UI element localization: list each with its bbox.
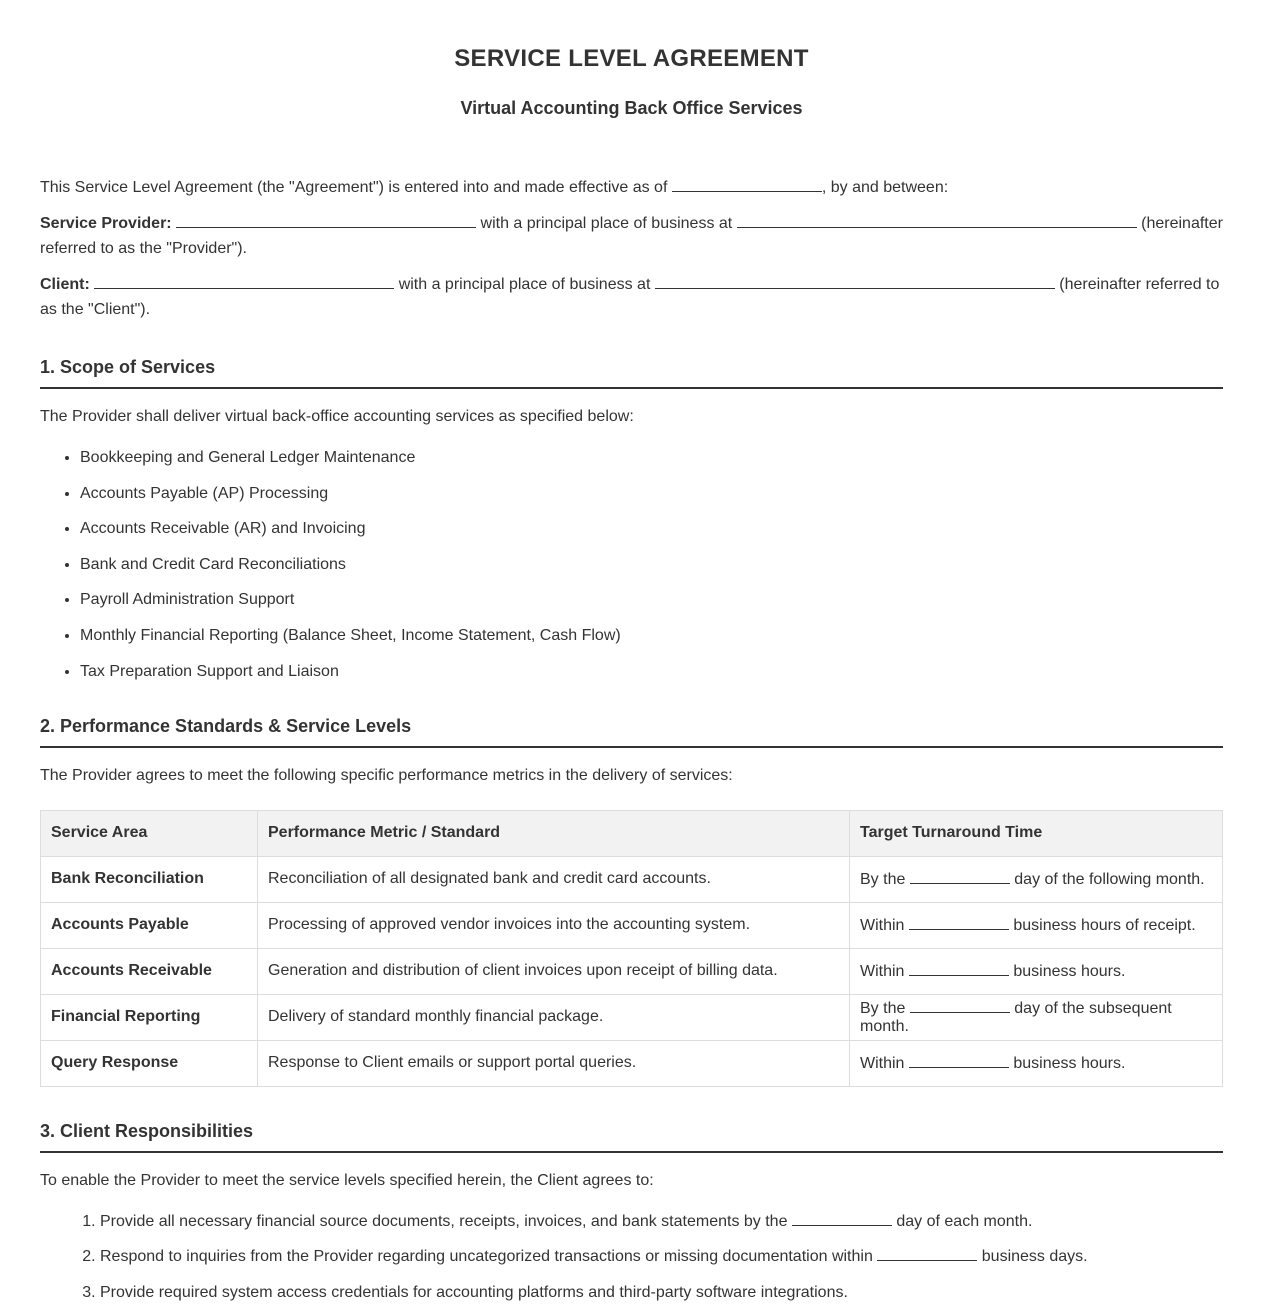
section-heading-responsibilities: 3. Client Responsibilities [40,1120,1223,1153]
cell-metric: Delivery of standard monthly financial package. [258,994,850,1040]
section-scope [40,356,1223,683]
responsibilities-intro: To enable the Provider to meet the service levels specified herein, the Client agrees to: [40,1171,654,1189]
cell-target [850,856,1223,902]
provider-address-blank[interactable] [737,213,1137,228]
section-performance [40,715,1223,1087]
responsibility-blank[interactable] [877,1246,977,1261]
cell-area: Bank Reconciliation [41,856,258,902]
cell-metric: Processing of approved vendor invoices into the accounting system. [258,902,850,948]
item-text-before: Provide all necessary financial source documents, receipts, invoices, and bank statements by the [100,1212,788,1230]
opening-text: This Service Level Agreement (the "Agreement") is entered into and made effective as of [40,179,668,196]
list-item: • Accounts Receivable (AR) and Invoicing [80,518,1223,540]
table-row [41,948,1223,994]
performance-intro: The Provider agrees to meet the following specific performance metrics in the delivery of services: [40,766,733,784]
document-subtitle: Virtual Accounting Back Office Services [460,98,803,118]
responsibility-blank[interactable] [792,1211,892,1226]
item-text-after: day of each month. [896,1212,1033,1230]
cell-target [850,902,1223,948]
table-row [41,902,1223,948]
target-before: Within [860,1055,905,1073]
cell-area: Financial Reporting [41,994,258,1040]
scope-list [40,447,1223,683]
target-before: Within [860,963,905,981]
client-label: Client: [40,276,90,293]
section-client-responsibilities [40,1120,1223,1304]
item-text-before: Provide required system access credentials for accounting platforms and third-party software integrations. [100,1283,848,1301]
effective-date-blank[interactable] [672,177,822,192]
cell-area: Accounts Receivable [41,948,258,994]
list-item: • Tax Preparation Support and Liaison [80,661,1223,683]
list-item [100,1211,1223,1233]
client-address-blank[interactable] [655,274,1055,289]
header-service-area: Service Area [41,810,258,856]
cell-metric: Generation and distribution of client invoices upon receipt of billing data. [258,948,850,994]
performance-table [40,810,1223,1087]
list-item: • Accounts Payable (AP) Processing [80,483,1223,505]
target-blank[interactable] [909,961,1009,976]
provider-line [40,211,1223,261]
header-target: Target Turnaround Time [850,810,1223,856]
scope-intro: The Provider shall deliver virtual back-office accounting services as specified below: [40,408,634,425]
responsibilities-list [40,1211,1223,1304]
target-after: day of the subsequent month. [860,1000,1172,1036]
cell-target [850,948,1223,994]
table-row [41,994,1223,1040]
client-name-blank[interactable] [94,274,394,289]
list-item: • Bank and Credit Card Reconciliations [80,554,1223,576]
client-mid-text: with a principal place of business at [398,276,651,293]
table-row [41,1040,1223,1086]
client-line [40,272,1223,322]
table-row [41,856,1223,902]
cell-metric: Reconciliation of all designated bank and credit card accounts. [258,856,850,902]
client-end-text: (hereinafter referred to as the "Client"). [40,276,1220,318]
cell-metric: Response to Client emails or support portal queries. [258,1040,850,1086]
cell-target [850,1040,1223,1086]
section-heading-performance: 2. Performance Standards & Service Levels [40,715,1223,748]
document-title: SERVICE LEVEL AGREEMENT [454,45,809,72]
target-before: By the [860,871,906,889]
cell-target [850,994,1223,1040]
target-blank[interactable] [910,869,1010,884]
list-item [100,1282,1223,1304]
opening-text-end: , by and between: [821,179,949,196]
table-header-row [41,810,1223,856]
target-before: Within [860,917,905,935]
target-before: By the [860,1000,906,1018]
target-after: business hours. [1013,963,1126,981]
target-blank[interactable] [910,998,1010,1013]
intro-block [40,175,1223,322]
target-after: day of the following month. [1014,871,1205,889]
item-text-after: business days. [981,1248,1088,1266]
target-after: business hours. [1013,1055,1126,1073]
provider-name-blank[interactable] [176,213,476,228]
provider-label: Service Provider: [40,215,172,232]
item-text-before: Respond to inquiries from the Provider regarding uncategorized transactions or missing documentation within [100,1248,873,1266]
list-item: • Payroll Administration Support [80,589,1223,611]
list-item [100,1246,1223,1268]
section-heading-scope: 1. Scope of Services [40,356,1223,389]
target-blank[interactable] [909,915,1009,930]
cell-area: Query Response [41,1040,258,1086]
intro-opening [40,175,1223,200]
provider-end-text: (hereinafter referred to as the "Provider"). [40,215,1223,257]
list-item: • Monthly Financial Reporting (Balance Sheet, Income Statement, Cash Flow) [80,625,1223,647]
cell-area: Accounts Payable [41,902,258,948]
provider-mid-text: with a principal place of business at [480,215,733,232]
header-metric: Performance Metric / Standard [258,810,850,856]
target-blank[interactable] [909,1053,1009,1068]
target-after: business hours of receipt. [1013,917,1196,935]
list-item: • Bookkeeping and General Ledger Maintenance [80,447,1223,469]
